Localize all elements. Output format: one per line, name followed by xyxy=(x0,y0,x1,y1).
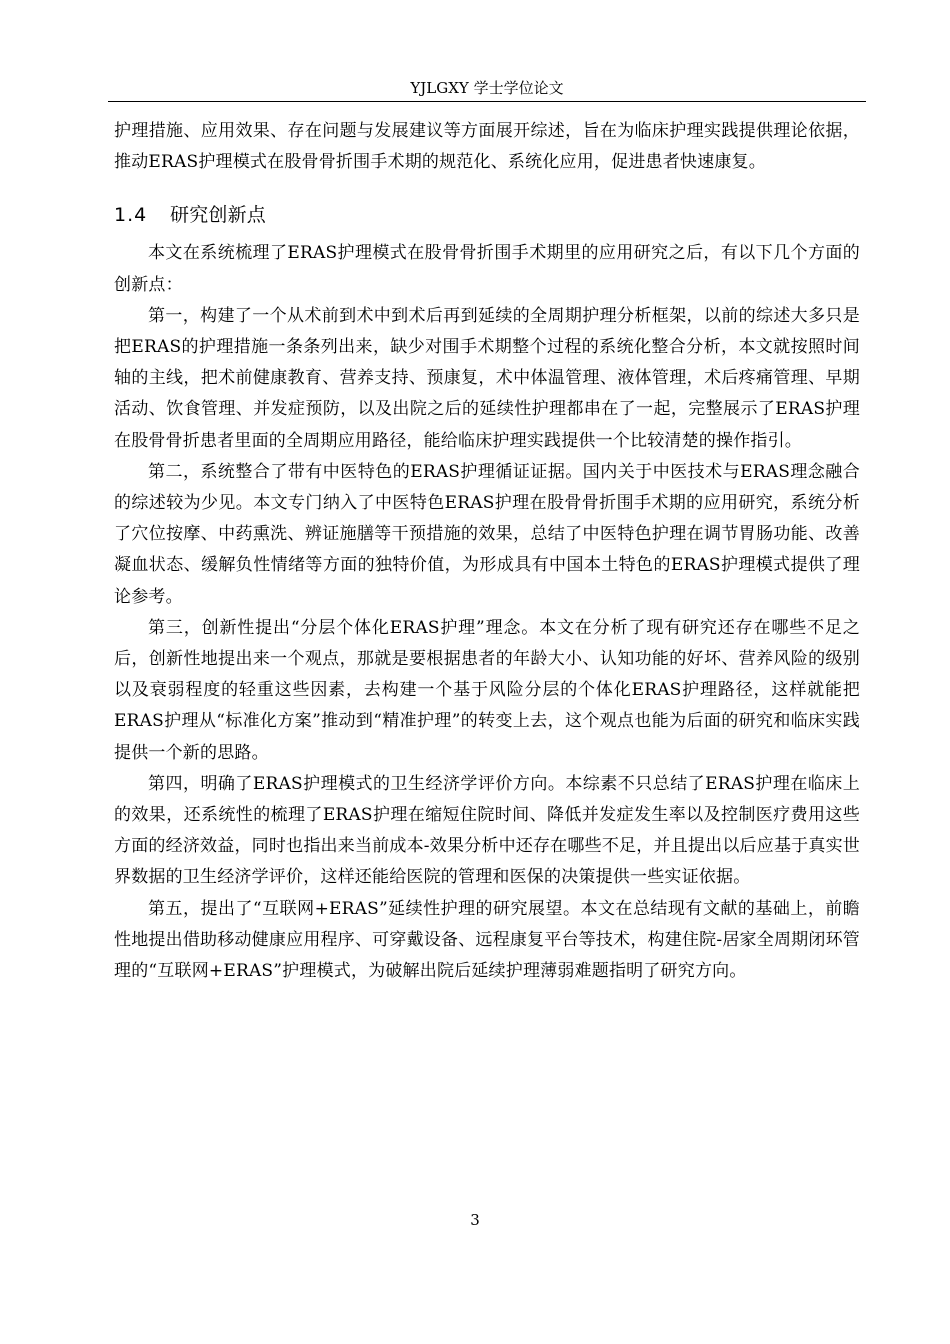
header-divider xyxy=(108,101,866,102)
paragraph-point-4: 第四，明确了ERAS护理模式的卫生经济学评价方向。本综素不只总结了ERAS护理在临床上的效果，还系统性的梳理了ERAS护理在缩短住院时间、降低并发症发生率以及控制医疗费用这些方面的经济效益，同时也指出来当前成本-效果分析中还存在哪些不足，并且提出以后应基于真实世界数据的卫生经济学评价，这样还能给医院的管理和医保的决策提供一些实证依据。 xyxy=(114,773,860,888)
paragraph-point-2: 第二，系统整合了带有中医特色的ERAS护理循证证据。国内关于中医技术与ERAS理念融合的综述较为少见。本文专门纳入了中医特色ERAS护理在股骨骨折围手术期的应用研究，系统分析了穴位按摩、中药熏洗、辨证施膳等干预措施的效果，总结了中医特色护理在调节胃肠功能、改善凝血状态、缓解负性情绪等方面的独特价值，为形成具有中国本土特色的ERAS护理模式提供了理论参考。 xyxy=(114,461,860,607)
section-title: 研究创新点 xyxy=(170,204,267,227)
paragraph-point-3: 第三，创新性提出“分层个体化ERAS护理”理念。本文在分析了现有研究还存在哪些不足之后，创新性地提出来一个观点，那就是要根据患者的年龄大小、认知功能的好坏、营养风险的级别以及衰弱程度的轻重这些因素，去构建一个基于风险分层的个体化ERAS护理路径，这样就能把ERAS护理从“标准化方案”推动到“精准护理”的转变上去，这个观点也能为后面的研究和临床实践提供一个新的思路。 xyxy=(114,617,860,763)
section-heading xyxy=(114,200,860,230)
body-text xyxy=(114,116,860,987)
continued-paragraph: 护理措施、应用效果、存在问题与发展建议等方面展开综述，旨在为临床护理实践提供理论依据，推动ERAS护理模式在股骨骨折围手术期的规范化、系统化应用，促进患者快速康复。 xyxy=(114,121,860,173)
paragraph-point-5: 第五，提出了“互联网+ERAS”延续性护理的研究展望。本文在总结现有文献的基础上，前瞻性地提出借助移动健康应用程序、可穿戴设备、远程康复平台等技术，构建住院-居家全周期闭环管理的“互联网+ERAS”护理模式，为破解出院后延续护理薄弱难题指明了研究方向。 xyxy=(114,898,860,982)
paragraph-intro: 本文在系统梳理了ERAS护理模式在股骨骨折围手术期里的应用研究之后，有以下几个方面的创新点： xyxy=(114,243,860,295)
page-number: 3 xyxy=(470,1211,480,1229)
section-number: 1.4 xyxy=(114,204,148,227)
paragraph-point-1: 第一，构建了一个从术前到术中到术后再到延续的全周期护理分析框架，以前的综述大多只是把ERAS的护理措施一条条列出来，缺少对围手术期整个过程的系统化整合分析，本文就按照时间轴的主线，把术前健康教育、营养支持、预康复，术中体温管理、液体管理，术后疼痛管理、早期活动、饮食管理、并发症预防，以及出院之后的延续性护理都串在了一起，完整展示了ERAS护理在股骨骨折患者里面的全周期应用路径，能给临床护理实践提供一个比较清楚的操作指引。 xyxy=(114,305,860,451)
running-header: YJLGXY 学士学位论文 xyxy=(410,79,564,97)
